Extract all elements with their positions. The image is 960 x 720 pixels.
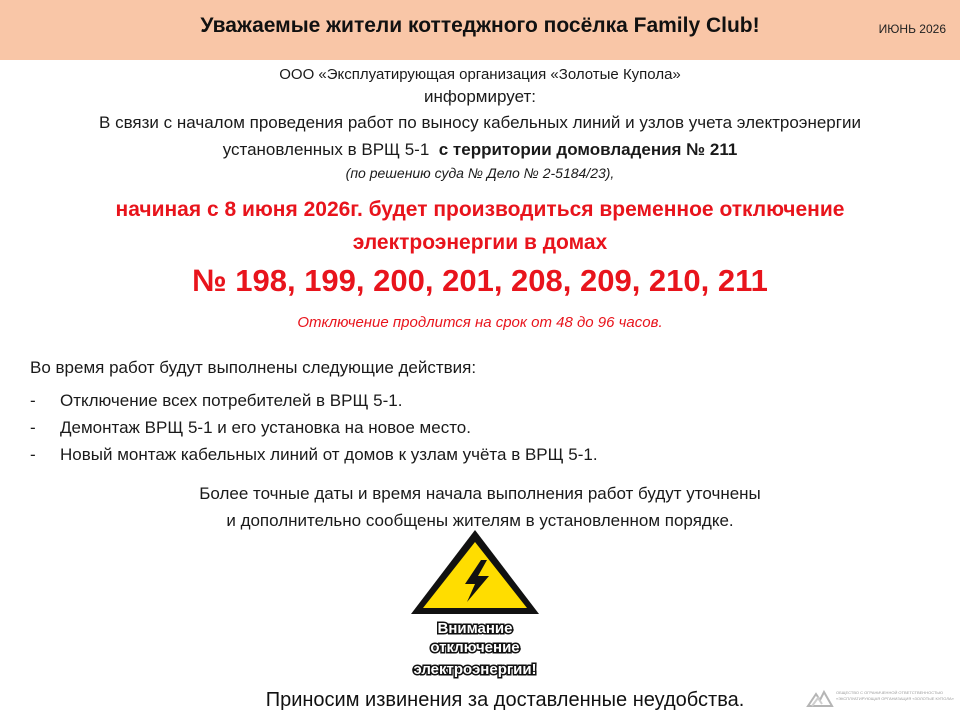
list-item-text: Демонтаж ВРЩ 5-1 и его установка на новое место. [60,418,471,437]
reason-line-2-bold: с территории домовладения № 211 [438,140,738,159]
warning-sign-graphic [405,526,545,682]
page-title: Уважаемые жители коттеджного посёлка Family Club! [200,14,760,37]
actions-intro: Во время работ будут выполнены следующие действия: [30,358,477,377]
company-logo-icon [806,686,834,710]
list-item [30,444,598,471]
clarification-line-2: и дополнительно сообщены жителям в установленном порядке. [226,511,734,530]
list-item [30,390,598,417]
outage-warning-line-1: начиная с 8 июня 2026г. будет производиться временное отключение [115,198,845,221]
notice-date: ИЮНЬ 2026 [878,22,946,36]
sign-text-line-1: Внимание [437,620,513,637]
informs-label: информирует: [424,87,536,106]
apology-text: Приносим извинения за доставленные неудобства. [265,689,745,711]
court-decision: (по решению суда № Дело № 2-5184/23), [345,165,615,181]
reason-line-1: В связи с началом проведения работ по выносу кабельных линий и узлов учета электроэнергии [99,113,861,132]
organization-name: ООО «Эксплуатирующая организация «Золотые Купола» [279,66,681,83]
actions-list [30,390,598,471]
outage-warning-line-2: электроэнергии в домах [352,231,608,254]
sign-text-line-3: электроэнергии! [413,661,537,678]
high-voltage-warning-icon [405,526,545,682]
reason-line-2 [0,140,960,160]
list-item-text: Отключение всех потребителей в ВРЩ 5-1. [60,391,403,410]
list-item-text: Новый монтаж кабельных линий от домов к узлам учёта в ВРЩ 5-1. [60,445,598,464]
list-dash: - [30,418,36,437]
list-item [30,417,598,444]
company-logo [806,684,956,714]
reason-line-2-prefix: установленных в ВРЩ 5-1 [222,140,430,159]
clarification-line-1: Более точные даты и время начала выполнения работ будут уточнены [199,484,761,503]
header-banner [0,0,960,60]
outage-duration: Отключение продлится на срок от 48 до 96 часов. [297,314,663,331]
list-dash: - [30,445,36,464]
list-dash: - [30,391,36,410]
company-logo-text: ОБЩЕСТВО С ОГРАНИЧЕННОЙ ОТВЕТСТВЕННОСТЬЮ «ЭКСПЛУАТИРУЮЩАЯ ОРГАНИЗАЦИЯ «ЗОЛОТЫЕ КУПОЛА» [836,690,954,701]
affected-houses: № 198, 199, 200, 201, 208, 209, 210, 211 [192,263,768,298]
sign-text-line-2: отключение [430,639,520,656]
